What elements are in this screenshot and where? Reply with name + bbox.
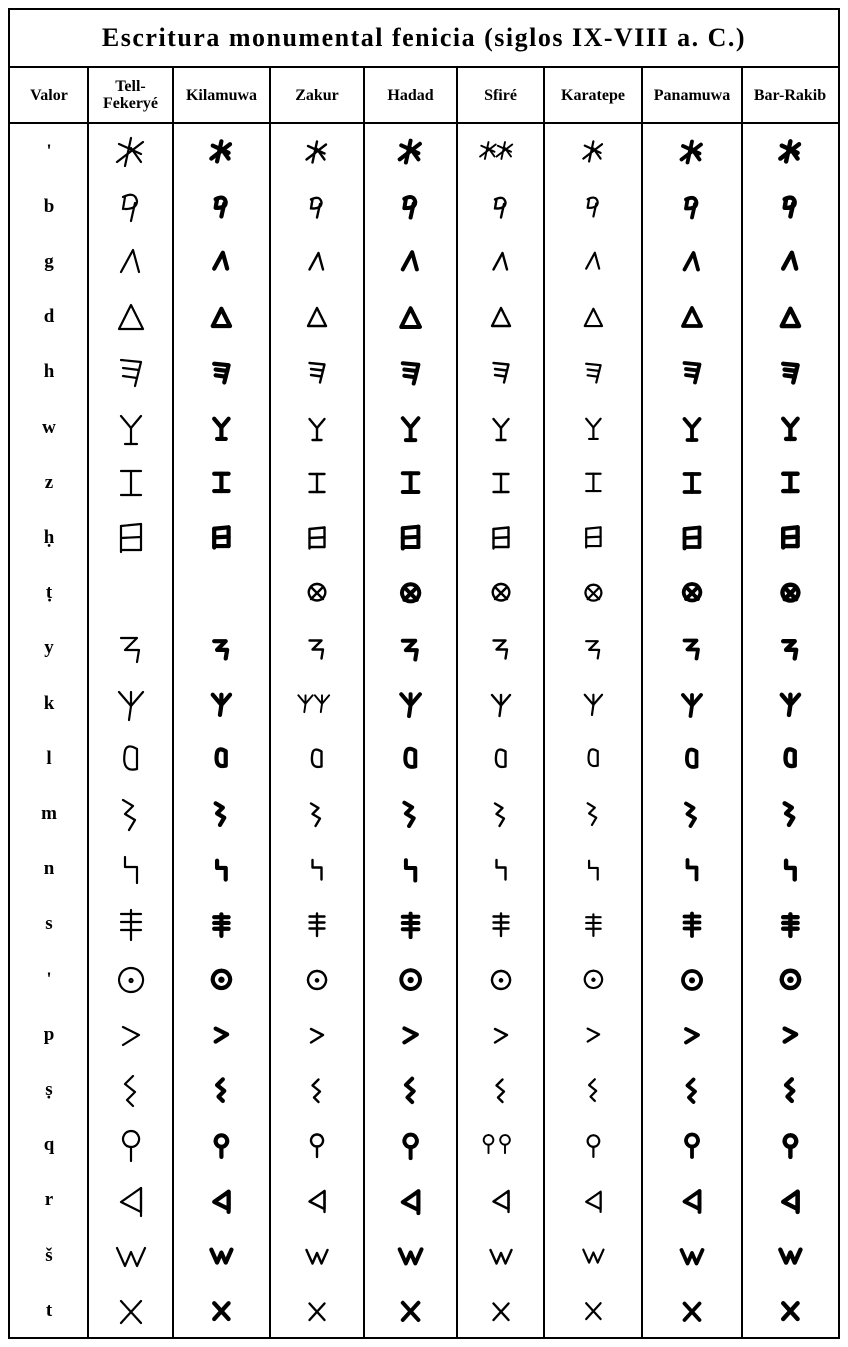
aleph-glyph-icon	[642, 124, 742, 179]
he-glyph-icon	[642, 345, 742, 400]
waw-glyph-icon	[364, 400, 457, 455]
resh-glyph-icon	[457, 1173, 544, 1228]
he-glyph-icon	[544, 345, 642, 400]
bet-glyph-icon	[173, 179, 270, 234]
tet-glyph-icon	[544, 566, 642, 621]
value-cell: l	[46, 747, 52, 769]
tet-glyph-icon	[270, 566, 364, 621]
shin-glyph-icon	[364, 1228, 457, 1283]
nun-glyph-icon	[742, 842, 838, 897]
samekh-glyph-icon	[270, 897, 364, 952]
dalet-glyph-icon	[173, 290, 270, 345]
header-bar-rakib: Bar-Rakib	[753, 86, 827, 104]
tet-glyph-icon	[642, 566, 742, 621]
bet-glyph-icon	[270, 179, 364, 234]
value-cell: š	[45, 1244, 53, 1266]
he-glyph-icon	[457, 345, 544, 400]
aleph-glyph-icon	[173, 124, 270, 179]
value-cell: s	[45, 913, 53, 935]
tet-glyph-icon	[457, 566, 544, 621]
value-cell: d	[43, 306, 55, 328]
taw-glyph-icon	[642, 1283, 742, 1338]
shin-glyph-icon	[642, 1228, 742, 1283]
mem-glyph-icon	[642, 786, 742, 841]
pe-glyph-icon	[742, 1007, 838, 1062]
aleph-glyph-icon	[457, 124, 544, 179]
gimel-glyph-icon	[457, 234, 544, 289]
value-cell: g	[44, 250, 54, 272]
gimel-glyph-icon	[742, 234, 838, 289]
gimel-glyph-icon	[364, 234, 457, 289]
waw-glyph-icon	[270, 400, 364, 455]
samekh-glyph-icon	[173, 897, 270, 952]
dalet-glyph-icon	[457, 290, 544, 345]
resh-glyph-icon	[642, 1173, 742, 1228]
waw-glyph-icon	[742, 400, 838, 455]
shin-glyph-icon	[270, 1228, 364, 1283]
zayin-glyph-icon	[88, 455, 173, 510]
zayin-glyph-icon	[742, 455, 838, 510]
ayin-glyph-icon	[642, 952, 742, 1007]
value-cell: h	[43, 361, 55, 383]
pe-glyph-icon	[364, 1007, 457, 1062]
het-glyph-icon	[270, 510, 364, 565]
he-glyph-icon	[742, 345, 838, 400]
header-hadad: Hadad	[387, 86, 434, 104]
aleph-glyph-icon	[88, 124, 173, 179]
qof-glyph-icon	[173, 1118, 270, 1173]
shin-glyph-icon	[88, 1228, 173, 1283]
qof-glyph-icon	[270, 1118, 364, 1173]
het-glyph-icon	[88, 510, 173, 565]
aleph-glyph-icon	[544, 124, 642, 179]
value-cell: b	[43, 195, 55, 217]
qof-glyph-icon	[544, 1118, 642, 1173]
shin-glyph-icon	[742, 1228, 838, 1283]
gimel-glyph-icon	[642, 234, 742, 289]
zayin-glyph-icon	[544, 455, 642, 510]
value-cell: ṣ	[45, 1078, 53, 1100]
het-glyph-icon	[457, 510, 544, 565]
samekh-glyph-icon	[457, 897, 544, 952]
shin-glyph-icon	[457, 1228, 544, 1283]
sade-glyph-icon	[544, 1062, 642, 1117]
samekh-glyph-icon	[88, 897, 173, 952]
he-glyph-icon	[270, 345, 364, 400]
het-glyph-icon	[742, 510, 838, 565]
header-kilamuwa: Kilamuwa	[185, 86, 258, 104]
qof-glyph-icon	[457, 1118, 544, 1173]
zayin-glyph-icon	[364, 455, 457, 510]
taw-glyph-icon	[270, 1283, 364, 1338]
samekh-glyph-icon	[642, 897, 742, 952]
yod-glyph-icon	[364, 621, 457, 676]
value-cell: w	[42, 416, 56, 438]
pe-glyph-icon	[173, 1007, 270, 1062]
qof-glyph-icon	[88, 1118, 173, 1173]
tet-glyph-icon	[364, 566, 457, 621]
sade-glyph-icon	[457, 1062, 544, 1117]
yod-glyph-icon	[173, 621, 270, 676]
value-cell: ṭ	[45, 582, 53, 604]
nun-glyph-icon	[642, 842, 742, 897]
bet-glyph-icon	[544, 179, 642, 234]
lamed-glyph-icon	[544, 731, 642, 786]
kaf-glyph-icon	[173, 676, 270, 731]
value-cell: p	[43, 1023, 55, 1045]
kaf-glyph-icon	[88, 676, 173, 731]
pe-glyph-icon	[457, 1007, 544, 1062]
value-cell: '	[46, 140, 52, 162]
gimel-glyph-icon	[544, 234, 642, 289]
lamed-glyph-icon	[88, 731, 173, 786]
het-glyph-icon	[364, 510, 457, 565]
lamed-glyph-icon	[364, 731, 457, 786]
samekh-glyph-icon	[364, 897, 457, 952]
header-tell-fekerye: Tell- Fekeryé	[102, 78, 159, 112]
header-sfire: Sfiré	[484, 86, 517, 104]
value-cell: '	[46, 968, 52, 990]
bet-glyph-icon	[642, 179, 742, 234]
taw-glyph-icon	[544, 1283, 642, 1338]
het-glyph-icon	[642, 510, 742, 565]
sade-glyph-icon	[270, 1062, 364, 1117]
gimel-glyph-icon	[270, 234, 364, 289]
het-glyph-icon	[173, 510, 270, 565]
header-zakur: Zakur	[295, 86, 339, 104]
taw-glyph-icon	[364, 1283, 457, 1338]
kaf-glyph-icon	[270, 676, 364, 731]
taw-glyph-icon	[88, 1283, 173, 1338]
resh-glyph-icon	[88, 1173, 173, 1228]
gimel-glyph-icon	[88, 234, 173, 289]
bet-glyph-icon	[742, 179, 838, 234]
dalet-glyph-icon	[544, 290, 642, 345]
taw-glyph-icon	[742, 1283, 838, 1338]
value-cell: n	[43, 858, 55, 880]
table-title: Escritura monumental fenicia (siglos IX-VIII a. C.)	[101, 23, 747, 52]
resh-glyph-icon	[742, 1173, 838, 1228]
ayin-glyph-icon	[457, 952, 544, 1007]
kaf-glyph-icon	[742, 676, 838, 731]
shin-glyph-icon	[173, 1228, 270, 1283]
dalet-glyph-icon	[270, 290, 364, 345]
mem-glyph-icon	[173, 786, 270, 841]
samekh-glyph-icon	[544, 897, 642, 952]
mem-glyph-icon	[544, 786, 642, 841]
mem-glyph-icon	[457, 786, 544, 841]
yod-glyph-icon	[88, 621, 173, 676]
yod-glyph-icon	[742, 621, 838, 676]
zayin-glyph-icon	[642, 455, 742, 510]
aleph-glyph-icon	[364, 124, 457, 179]
he-glyph-icon	[88, 345, 173, 400]
aleph-glyph-icon	[270, 124, 364, 179]
resh-glyph-icon	[173, 1173, 270, 1228]
waw-glyph-icon	[642, 400, 742, 455]
qof-glyph-icon	[642, 1118, 742, 1173]
script-table	[8, 8, 840, 1339]
value-cell: r	[44, 1189, 54, 1211]
dalet-glyph-icon	[642, 290, 742, 345]
value-cell: y	[44, 637, 54, 659]
ayin-glyph-icon	[88, 952, 173, 1007]
yod-glyph-icon	[642, 621, 742, 676]
kaf-glyph-icon	[457, 676, 544, 731]
ayin-glyph-icon	[544, 952, 642, 1007]
ayin-glyph-icon	[364, 952, 457, 1007]
he-glyph-icon	[364, 345, 457, 400]
pe-glyph-icon	[88, 1007, 173, 1062]
samekh-glyph-icon	[742, 897, 838, 952]
pe-glyph-icon	[544, 1007, 642, 1062]
mem-glyph-icon	[364, 786, 457, 841]
nun-glyph-icon	[364, 842, 457, 897]
lamed-glyph-icon	[642, 731, 742, 786]
header-panamuwa: Panamuwa	[653, 86, 731, 104]
yod-glyph-icon	[457, 621, 544, 676]
mem-glyph-icon	[270, 786, 364, 841]
qof-glyph-icon	[742, 1118, 838, 1173]
value-cell: z	[44, 471, 54, 493]
lamed-glyph-icon	[742, 731, 838, 786]
het-glyph-icon	[544, 510, 642, 565]
value-cell: t	[45, 1299, 53, 1321]
value-cell: q	[43, 1134, 55, 1156]
kaf-glyph-icon	[544, 676, 642, 731]
lamed-glyph-icon	[270, 731, 364, 786]
sade-glyph-icon	[364, 1062, 457, 1117]
sade-glyph-icon	[173, 1062, 270, 1117]
lamed-glyph-icon	[457, 731, 544, 786]
kaf-glyph-icon	[642, 676, 742, 731]
shin-glyph-icon	[544, 1228, 642, 1283]
resh-glyph-icon	[364, 1173, 457, 1228]
resh-glyph-icon	[270, 1173, 364, 1228]
sade-glyph-icon	[742, 1062, 838, 1117]
value-cell: m	[41, 802, 57, 824]
dalet-glyph-icon	[742, 290, 838, 345]
bet-glyph-icon	[88, 179, 173, 234]
dalet-glyph-icon	[88, 290, 173, 345]
nun-glyph-icon	[270, 842, 364, 897]
lamed-glyph-icon	[173, 731, 270, 786]
yod-glyph-icon	[544, 621, 642, 676]
tet-glyph-icon	[742, 566, 838, 621]
waw-glyph-icon	[173, 400, 270, 455]
mem-glyph-icon	[742, 786, 838, 841]
nun-glyph-icon	[457, 842, 544, 897]
aleph-glyph-icon	[742, 124, 838, 179]
ayin-glyph-icon	[270, 952, 364, 1007]
mem-glyph-icon	[88, 786, 173, 841]
nun-glyph-icon	[88, 842, 173, 897]
pe-glyph-icon	[270, 1007, 364, 1062]
ayin-glyph-icon	[742, 952, 838, 1007]
kaf-glyph-icon	[364, 676, 457, 731]
taw-glyph-icon	[457, 1283, 544, 1338]
value-cell: ḥ	[43, 526, 55, 548]
resh-glyph-icon	[544, 1173, 642, 1228]
pe-glyph-icon	[642, 1007, 742, 1062]
zayin-glyph-icon	[173, 455, 270, 510]
dalet-glyph-icon	[364, 290, 457, 345]
header-karatepe: Karatepe	[561, 86, 625, 104]
he-glyph-icon	[173, 345, 270, 400]
bet-glyph-icon	[364, 179, 457, 234]
sade-glyph-icon	[88, 1062, 173, 1117]
value-cell: k	[43, 692, 55, 714]
nun-glyph-icon	[544, 842, 642, 897]
ayin-glyph-icon	[173, 952, 270, 1007]
waw-glyph-icon	[88, 400, 173, 455]
zayin-glyph-icon	[270, 455, 364, 510]
bet-glyph-icon	[457, 179, 544, 234]
gimel-glyph-icon	[173, 234, 270, 289]
waw-glyph-icon	[544, 400, 642, 455]
qof-glyph-icon	[364, 1118, 457, 1173]
zayin-glyph-icon	[457, 455, 544, 510]
waw-glyph-icon	[457, 400, 544, 455]
sade-glyph-icon	[642, 1062, 742, 1117]
taw-glyph-icon	[173, 1283, 270, 1338]
header-valor: Valor	[30, 86, 68, 104]
nun-glyph-icon	[173, 842, 270, 897]
yod-glyph-icon	[270, 621, 364, 676]
